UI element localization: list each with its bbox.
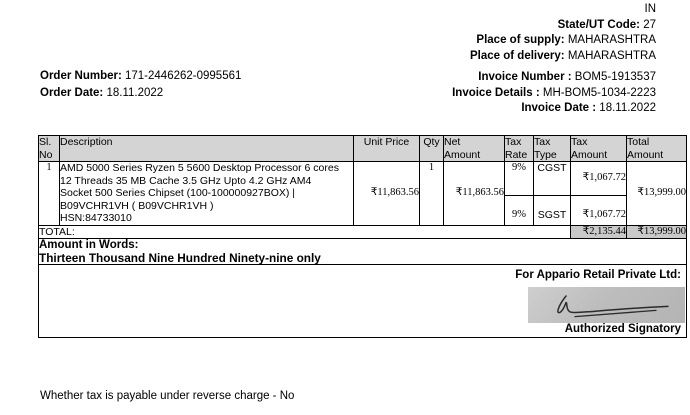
description-line: AMD 5000 Series Ryzen 5 5600 Desktop Processor 6 cores: [60, 162, 339, 174]
amount-in-words-row: [39, 239, 687, 265]
col-header-sl-no-line1: Sl.: [39, 136, 52, 148]
invoice-header-left: [40, 68, 241, 102]
description-hsn: HSN:84733010: [60, 212, 132, 224]
col-header-description: Description: [60, 136, 354, 162]
table-header-row: [39, 136, 687, 162]
cell-tax-type-cgst: CGST: [534, 162, 571, 196]
invoice-table-wrapper: [38, 135, 686, 338]
cell-qty: 1: [420, 162, 444, 226]
invoice-details-line: [452, 86, 656, 102]
place-of-supply-line: [452, 33, 656, 49]
col-header-tax-amount-line1: Tax: [571, 136, 588, 148]
description-line: B09VCHR1VH ( B09VCHR1VH ): [60, 199, 214, 212]
cell-tax-rate-sgst: 9%: [505, 195, 534, 225]
signature-image: [528, 287, 685, 323]
signature-scrawl-icon: [528, 287, 685, 323]
col-header-net-amount-line1: Net: [444, 136, 461, 148]
invoice-date-label: Invoice Date :: [521, 102, 597, 114]
place-of-delivery-label: Place of delivery:: [470, 49, 565, 62]
invoice-number-label: Invoice Number :: [478, 71, 572, 83]
place-of-delivery-line: [452, 49, 656, 65]
invoice-header-right: [452, 2, 656, 117]
col-header-tax-rate-line1: Tax: [505, 136, 522, 148]
col-header-net-amount: [444, 136, 505, 162]
cell-net-amount: ₹11,863.56: [444, 162, 505, 226]
amount-in-words-block: [39, 239, 687, 265]
invoice-details-value: MH-BOM5-1034-2223: [542, 86, 656, 99]
cell-total-amount: ₹13,999.00: [627, 162, 687, 226]
col-header-tax-amount: [571, 136, 627, 162]
col-header-tax-amount-line2: Amount: [571, 148, 608, 161]
order-number-line: [40, 68, 241, 85]
cell-tax-rate-cgst: 9%: [505, 162, 534, 196]
col-header-qty: Qty: [420, 136, 444, 162]
reverse-charge-note: Whether tax is payable under reverse charge - No: [40, 390, 295, 402]
col-header-sl-no: [39, 136, 60, 162]
table-row: [39, 162, 687, 196]
cell-sl-no: 1: [39, 162, 60, 226]
total-tax-amount: ₹2,135.44: [571, 225, 627, 239]
cell-tax-type-sgst: SGST: [534, 195, 571, 225]
cell-unit-price: ₹11,863.56: [354, 162, 420, 226]
col-header-tax-type-line1: Tax: [534, 136, 551, 148]
place-of-delivery-value: MAHARASHTRA: [567, 49, 656, 62]
invoice-number-line: [452, 70, 656, 86]
order-date-label: Order Date:: [40, 87, 104, 99]
country-code: IN: [644, 3, 656, 15]
order-number-value: 171-2446262-0995561: [125, 70, 242, 82]
order-number-label: Order Number:: [40, 70, 122, 82]
col-header-tax-rate-line2: Rate: [505, 148, 528, 161]
col-header-sl-no-line2: No: [39, 148, 53, 161]
invoice-number-value: BOM5-1913537: [574, 71, 656, 83]
description-line: 12 Threads 35 MB Cache 3.5 GHz Upto 4.2 GHz AM4: [60, 174, 312, 187]
signature-block: [39, 265, 687, 338]
cell-tax-amount-cgst: ₹1,067.72: [571, 162, 627, 196]
total-total-amount: ₹13,999.00: [627, 225, 687, 239]
state-ut-code-label: State/UT Code:: [557, 18, 640, 31]
state-ut-code-line: [452, 18, 656, 34]
signature-row: [39, 265, 687, 338]
table-total-row: [39, 225, 687, 239]
col-header-total-amount-line1: Total: [627, 136, 650, 148]
col-header-total-amount: [627, 136, 687, 162]
place-of-supply-label: Place of supply:: [476, 34, 565, 46]
authorized-signatory-label: Authorized Signatory: [564, 322, 681, 335]
col-header-unit-price: Unit Price: [354, 136, 420, 162]
cell-description: [60, 162, 354, 226]
state-ut-code-value: 27: [643, 18, 656, 31]
col-header-total-amount-line2: Amount: [627, 148, 664, 161]
order-date-value: 18.11.2022: [106, 87, 164, 99]
col-header-tax-type: [534, 136, 571, 162]
description-line: Socket 500 Series Chipset (100-100000927BOX) |: [60, 187, 296, 199]
col-header-tax-rate: [505, 136, 534, 162]
invoice-details-label: Invoice Details :: [452, 86, 540, 99]
place-of-supply-value: MAHARASHTRA: [567, 34, 656, 46]
invoice-date-line: [452, 101, 656, 117]
col-header-net-amount-line2: Amount: [444, 148, 481, 161]
cell-tax-amount-sgst: ₹1,067.72: [571, 195, 627, 225]
amount-in-words-label: Amount in Words:: [39, 239, 139, 251]
invoice-table: [38, 135, 687, 338]
total-label: TOTAL:: [39, 225, 571, 239]
amount-in-words-value: Thirteen Thousand Nine Hundred Ninety-nine only: [39, 250, 321, 265]
order-date-line: [40, 85, 241, 102]
invoice-date-value: 18.11.2022: [599, 102, 656, 114]
col-header-tax-type-line2: Type: [534, 148, 557, 161]
for-company-label: For Appario Retail Private Ltd:: [515, 269, 681, 281]
